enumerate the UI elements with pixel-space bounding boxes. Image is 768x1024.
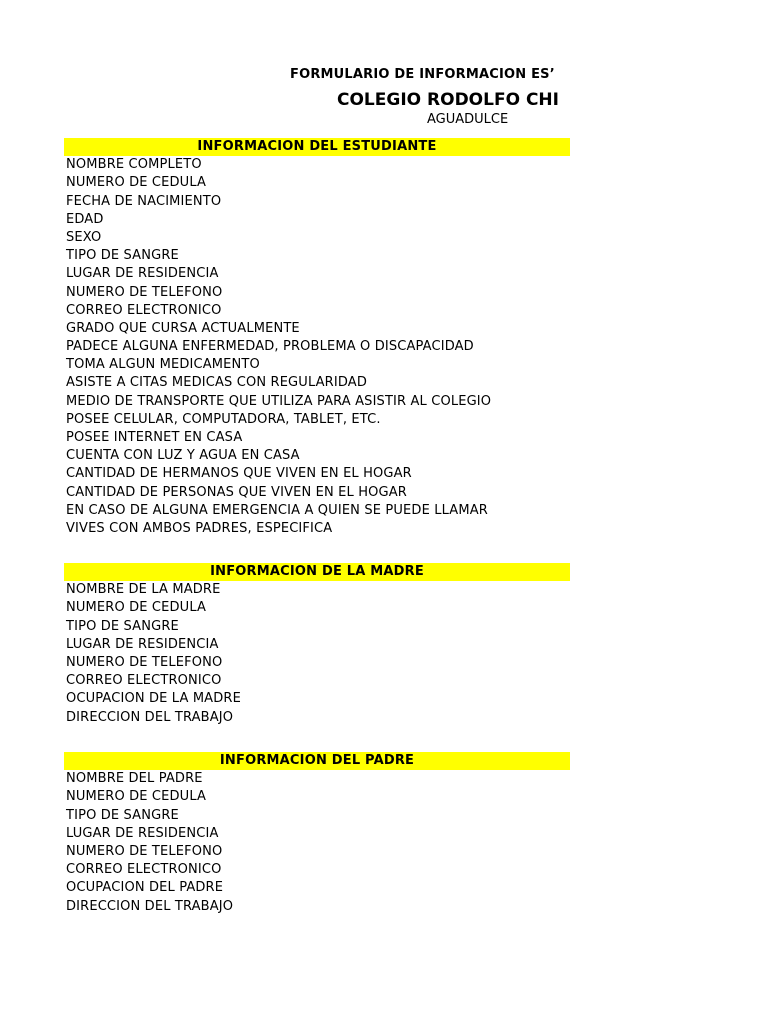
father-field-list bbox=[64, 770, 570, 916]
student-field-row: FECHA DE NACIMIENTO bbox=[66, 193, 222, 209]
student-field-row: TIPO DE SANGRE bbox=[66, 248, 179, 264]
student-field-row: NUMERO DE TELEFONO bbox=[66, 284, 223, 300]
student-field-row: CORREO ELECTRONICO bbox=[66, 302, 222, 318]
mother-field-row: NOMBRE DE LA MADRE bbox=[66, 582, 221, 598]
student-field-row: NOMBRE COMPLETO bbox=[66, 157, 202, 173]
form-title: FORMULARIO DE INFORMACION ES’ bbox=[290, 67, 555, 82]
student-field-row: POSEE INTERNET EN CASA bbox=[66, 430, 243, 445]
student-section bbox=[64, 138, 570, 538]
student-field-row: GRADO QUE CURSA ACTUALMENTE bbox=[66, 320, 300, 336]
father-field-row: TIPO DE SANGRE bbox=[66, 807, 179, 823]
father-field-row: CORREO ELECTRONICO bbox=[66, 862, 222, 878]
student-field-row: ASISTE A CITAS MEDICAS CON REGULARIDAD bbox=[66, 375, 367, 391]
town-name: AGUADULCE bbox=[427, 112, 509, 127]
mother-field-row: TIPO DE SANGRE bbox=[66, 618, 179, 634]
student-field-row: NUMERO DE CEDULA bbox=[66, 175, 207, 191]
father-field-row: DIRECCION DEL TRABAJO bbox=[66, 898, 234, 914]
father-field-row: OCUPACION DEL PADRE bbox=[66, 880, 224, 896]
father-section bbox=[64, 752, 570, 916]
mother-field-row: OCUPACION DE LA MADRE bbox=[66, 691, 241, 707]
student-field-row: MEDIO DE TRANSPORTE QUE UTILIZA PARA ASISTIR AL COLEGIO bbox=[66, 393, 492, 409]
father-field-row: NOMBRE DEL PADRE bbox=[66, 771, 203, 787]
mother-section bbox=[64, 563, 570, 727]
student-field-row: PADECE ALGUNA ENFERMEDAD, PROBLEMA O DISCAPACIDAD bbox=[66, 339, 474, 355]
student-field-row: VIVES CON AMBOS PADRES, ESPECIFICA bbox=[66, 520, 333, 536]
student-field-row: CANTIDAD DE PERSONAS QUE VIVEN EN EL HOGAR bbox=[66, 484, 407, 500]
student-field-row: CANTIDAD DE HERMANOS QUE VIVEN EN EL HOGAR bbox=[66, 466, 412, 482]
student-field-row: EN CASO DE ALGUNA EMERGENCIA A QUIEN SE PUEDE LLAMAR bbox=[66, 502, 488, 518]
student-field-row: TOMA ALGUN MEDICAMENTO bbox=[66, 357, 260, 373]
student-field-row: EDAD bbox=[66, 211, 104, 227]
mother-field-row: LUGAR DE RESIDENCIA bbox=[66, 636, 219, 652]
student-field-row: POSEE CELULAR, COMPUTADORA, TABLET, ETC. bbox=[66, 411, 381, 427]
student-field-row: CUENTA CON LUZ Y AGUA EN CASA bbox=[66, 448, 300, 464]
mother-field-row: NUMERO DE CEDULA bbox=[66, 600, 207, 616]
father-field-row: LUGAR DE RESIDENCIA bbox=[66, 825, 219, 841]
student-section-header: INFORMACION DEL ESTUDIANTE bbox=[64, 138, 570, 156]
mother-field-row: DIRECCION DEL TRABAJO bbox=[66, 709, 234, 725]
father-section-header: INFORMACION DEL PADRE bbox=[64, 752, 570, 770]
father-field-row: NUMERO DE TELEFONO bbox=[66, 843, 223, 859]
student-field-list bbox=[64, 156, 570, 538]
student-field-row: SEXO bbox=[66, 229, 102, 245]
father-field-row: NUMERO DE CEDULA bbox=[66, 789, 207, 805]
student-field-row: LUGAR DE RESIDENCIA bbox=[66, 266, 219, 282]
mother-field-row: CORREO ELECTRONICO bbox=[66, 673, 222, 689]
mother-section-header: INFORMACION DE LA MADRE bbox=[64, 563, 570, 581]
mother-field-row: NUMERO DE TELEFONO bbox=[66, 654, 223, 670]
mother-field-list bbox=[64, 581, 570, 727]
school-name: COLEGIO RODOLFO CHI bbox=[337, 90, 559, 110]
